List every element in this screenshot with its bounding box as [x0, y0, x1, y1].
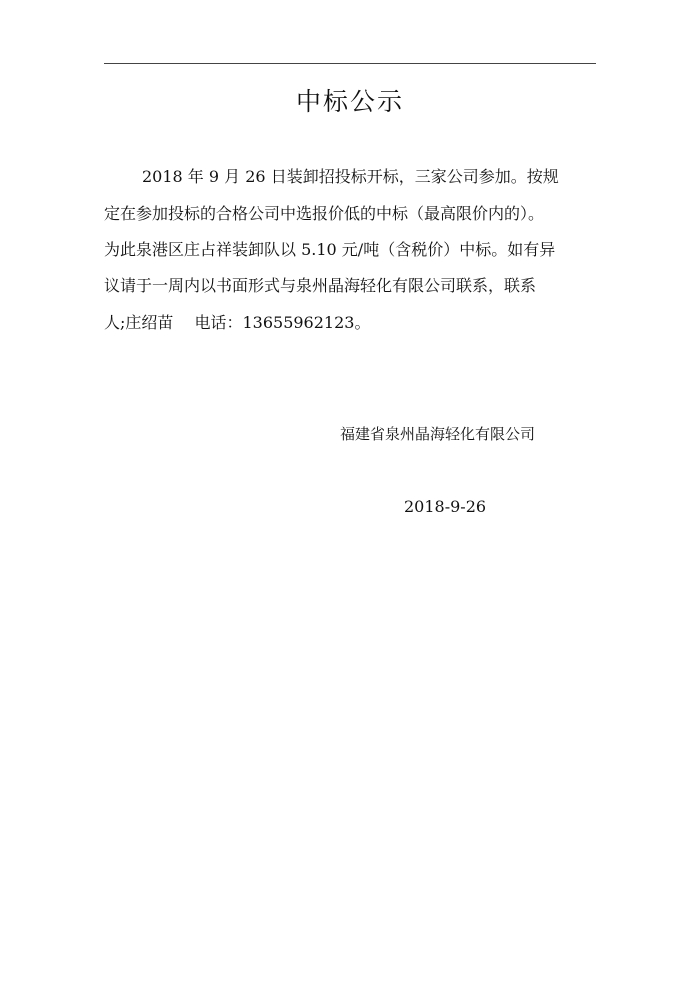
page-title: 中标公示	[295, 87, 404, 116]
body-line-2: 定在参加投标的合格公司中选报价低的中标（最高限价内的）。	[104, 204, 545, 223]
body-line-5: 人;庄绍苗 电话：13655962123。	[104, 313, 371, 332]
header-rule	[104, 63, 596, 64]
body-line-3: 为此泉港区庄占祥装卸队以 5.10 元/吨（含税价）中标。如有异	[104, 240, 556, 259]
company-signature: 福建省泉州晶海轻化有限公司	[340, 425, 536, 443]
document-date: 2018-9-26	[404, 497, 487, 516]
body-line-4: 议请于一周内以书面形式与泉州晶海轻化有限公司联系，联系	[104, 276, 537, 295]
body-line-1: 2018 年 9 月 26 日装卸招投标开标，三家公司参加。按规	[142, 167, 559, 186]
